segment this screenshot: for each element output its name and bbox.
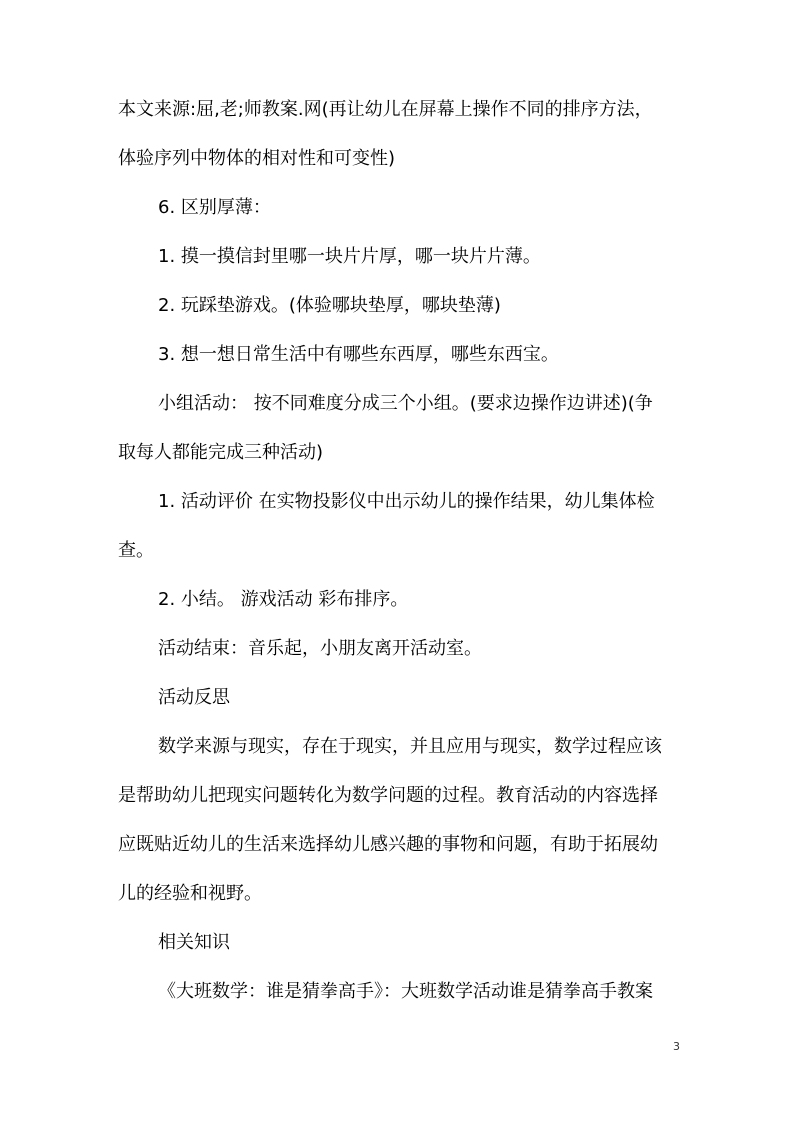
text-line: 儿的经验和视野。 xyxy=(118,883,262,904)
text-line: 查。 xyxy=(118,540,154,561)
text-line: 3. 想一想日常生活中有哪些东西厚，哪些东西宝。 xyxy=(158,344,559,365)
text-line: 《大班数学：谁是猜拳高手》：大班数学活动谁是猜拳高手教案 xyxy=(158,981,653,1002)
text-line: 本文来源:屈,老;师教案.网(再让幼儿在屏幕上操作不同的排序方法， xyxy=(118,99,653,120)
text-line: 活动结束：音乐起，小朋友离开活动室。 xyxy=(158,638,482,659)
text-line: 1. 摸一摸信封里哪一块片片厚，哪一块片片薄。 xyxy=(158,246,541,267)
text-line: 2. 玩踩垫游戏。(体验哪块垫厚，哪块垫薄) xyxy=(158,295,501,316)
text-line: 取每人都能完成三种活动) xyxy=(118,442,324,463)
text-line: 体验序列中物体的相对性和可变性) xyxy=(118,148,396,169)
section-heading: 活动反思 xyxy=(158,687,230,708)
text-line: 应既贴近幼儿的生活来选择幼儿感兴趣的事物和问题，有助于拓展幼 xyxy=(118,834,658,855)
text-line: 小组活动： 按不同难度分成三个小组。(要求边操作边讲述)(争 xyxy=(158,393,653,414)
text-line: 2. 小结。 游戏活动 彩布排序。 xyxy=(158,589,409,610)
text-line: 6. 区别厚薄： xyxy=(158,197,271,218)
section-heading: 相关知识 xyxy=(158,932,230,953)
page-number: 3 xyxy=(673,1040,680,1053)
text-line: 数学来源与现实，存在于现实，并且应用与现实，数学过程应该 xyxy=(158,736,662,757)
text-line: 1. 活动评价 在实物投影仪中出示幼儿的操作结果，幼儿集体检 xyxy=(158,491,655,512)
text-line: 是帮助幼儿把现实问题转化为数学问题的过程。教育活动的内容选择 xyxy=(118,785,658,806)
